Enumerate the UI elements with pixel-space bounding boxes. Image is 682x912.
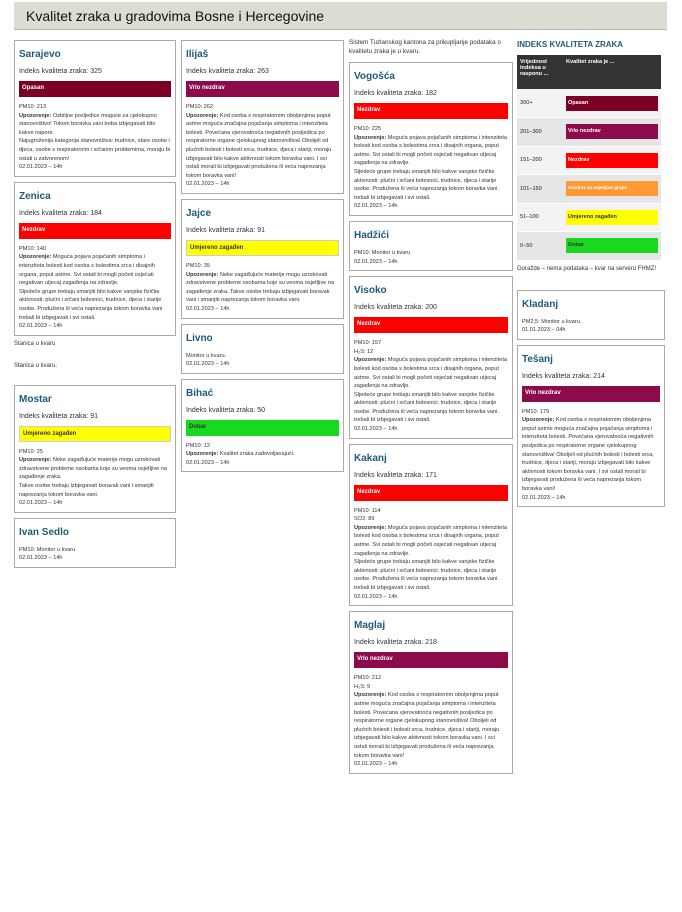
city-name-link[interactable]: Hadžići [354,229,390,241]
pollutant-value: PM2,5: Monitor u kvaru. [522,318,582,325]
warning-message: Moguća pojava pojačanih simptoma i intenziteta bolesti kod osoba s bolestima srca i disajnih organa, poput astme. Svi ostali bi mogli početi osjećati negativan utjecaj zagađenja na zdravlje. [354,357,507,390]
city-name-link[interactable]: Maglaj [354,620,386,632]
pollutant-value: PM10: 225 [354,126,382,132]
legend-cell [563,89,661,118]
measurement-time: 02.01.2023 – 14h [522,494,566,501]
legend-row [517,232,661,261]
measurement-time: 02.01.2023 – 14h [186,361,230,368]
warning-text [19,253,171,287]
warning-label: Upozorenje: [354,524,387,531]
warning-extra: Takve osobe trebaju izbjegavati boravak vani i smanjiti naprezanja tokom boravka vani. [19,483,154,498]
pollutant-value: H₂S: 12 [354,348,374,355]
station-card [14,40,176,177]
status-badge: Nezdrav [354,103,508,119]
warning-label: Upozorenje: [354,134,387,141]
pollutant-value: PM10: 179 [522,408,550,415]
status-badge: Opasan [19,81,171,97]
station-card [181,379,344,473]
pollutant-value: PM10: 114 [354,507,381,514]
pollutant-value: SO2: 89 [354,516,375,523]
station-details [19,448,171,508]
page-header [14,2,667,30]
pollutant-value: PM10: 212 [354,675,382,682]
warning-label: Upozorenje: [186,112,219,119]
warning-message: Kod osoba s respiratornim oboljenjima poput astme moguća značajna pojačanja simptoma i intenziteta bolesti. Povećana vjerovatnoća negativnih posljedica po respiratorne organe cjelokupnog stanovništva! Oboljeli od plućnih bolesti i bolesti srca, trudnice, djeca i stariji, moraju izbjegavati bilo kakve aktivnosti tokom boravka vani. I svi ostali morali bi izbjegavati produžena ili veća naprezanja tokom boravka vani! [354,692,500,759]
station-card [517,290,665,340]
city-name-link[interactable]: Zenica [19,190,51,202]
station-details [522,318,660,335]
tuzla-system-note: Sistem Tuzlanskog kantona za prikupljanje podataka o kvalitetu zraka je u kvaru. [349,39,501,55]
legend-cell [563,232,661,261]
status-badge: Vrlo nezdrav [354,652,508,668]
column-4 [517,40,665,512]
status-badge: Umjereno zagađen [19,426,171,442]
warning-message: Kod osoba s respiratornim oboljenjima poput astme moguća značajna pojačanja simptoma i intenziteta bolesti. Povećana vjerovatnoća negativnih posljedica po respiratorne organe cjelokupnog stanovništva! Oboljeli od plućnih bolesti i bolesti srca, trudnice, djeca i stariji, moraju izbjegavati bilo kakve aktivnosti tokom boravka vani. I svi ostali morali bi izbjegavati produžena ili veća naprezanja tokom boravka vani! [522,417,654,493]
page-title: Kvalitet zraka u gradovima Bosne i Hercegovine [26,8,325,24]
pollutant-value: PM10: 140 [19,245,47,252]
warning-message: Moguća pojava pojačanih simptoma i intenziteta bolesti kod osoba s bolestima srca i disajnih organa, poput astme. Svi ostali bi mogli početi osjećati negativan utjecaj zagađenja na zdravlje. [19,254,155,287]
pollutant-value: PM10: Monitor u kvaru [19,546,76,553]
column-1 [14,40,176,573]
warning-label: Upozorenje: [522,417,555,424]
aqi-index: Indeks kvaliteta zraka: 184 [19,209,102,217]
legend-range: 51–100 [517,203,563,232]
warning-extra: Sljedeće grupe trebaju smanjiti bilo kakve vanjske fizičke aktivnosti: plućni i srčani bolesnici, trudnice, djeca i starije osobe. Produžena ili veća naprezanja tokom boravka vani. trebali bi izbjegavati i svi ostali. [354,168,499,201]
legend-range: 0–50 [517,232,563,261]
station-details [354,674,508,769]
status-badge: Vrlo nezdrav [522,386,660,402]
city-name-link[interactable]: Bihać [186,387,214,399]
pollutant-value: PM10: 25 [19,448,43,455]
station-details [19,103,171,172]
station-details [19,546,171,563]
aqi-index: Indeks kvaliteta zraka: 200 [354,304,437,312]
legend-status-badge: Nezdrav za osjetljive grupe [566,181,658,196]
warning-text [522,416,660,493]
pollutant-value: PM10: 35 [186,262,210,269]
legend-range: 201–300 [517,118,563,147]
aqi-index: Indeks kvaliteta zraka: 171 [354,471,437,479]
station-note: Stanica u kvaru. [14,362,58,369]
measurement-time: 02.01.2023 – 14h [186,181,230,188]
legend-header-range: Vrijednost indeksa u rasponu ... [517,55,563,89]
aqi-index: Indeks kvaliteta zraka: 182 [354,90,437,97]
city-name-link[interactable]: Mostar [19,393,52,405]
city-name-link[interactable]: Kladanj [522,298,559,310]
legend-title: INDEKS KVALITETA ZRAKA [517,40,624,49]
warning-text [354,691,508,760]
warning-label: Upozorenje: [186,451,219,458]
measurement-time: 02.01.2023 – 14h [354,761,398,768]
warning-message: Neke zagađujuće materije mogu uzrokovati zdravstvene probleme osobama koje su veoma osjetljive na zagađenje zraka. Takve osobe trebaju izbjegavati boravak vani i smanjiti naprezanja tokom boravka vani. [186,271,335,304]
warning-extra: Sljedeće grupe trebaju smanjiti bilo kakve vanjske fizičke aktivnosti: plućni i srčani bolesnici, trudnice, djeca i starije osobe. Produžena ili veća naprezanja tokom boravka vani trebali bi izbjegavati i svi ostali. [19,288,163,321]
warning-text [186,112,339,181]
legend-status-badge: Umjereno zagađen [566,210,658,225]
aqi-index: Indeks kvaliteta zraka: 325 [19,68,102,75]
station-details [186,103,339,189]
station-details [186,352,339,369]
warning-message: Ozbiljne posljedice moguće za cjelokupno stanovništvo! Tokom boravka vani treba izbjegavati bilo kakve napore. [19,112,157,136]
aqi-index: Indeks kvaliteta zraka: 91 [19,412,98,420]
status-badge: Nezdrav [354,317,508,333]
station-details [522,408,660,503]
legend-cell [563,175,661,204]
station-note: Stanica u kvaru [14,340,56,347]
pollutant-value: PM10: 213 [19,104,47,110]
city-name-link[interactable]: Sarajevo [19,49,61,60]
warning-label: Upozorenje: [354,692,387,699]
aqi-index: Indeks kvaliteta zraka: 91 [186,226,265,234]
warning-extra: Sljedeće grupe trebaju smanjiti bilo kakve vanjske fizičke aktivnosti: plućni i srčani bolesnici, trudnice, djeca i starije osobe. Produžena ili veća naprezanja tokom boravka vani. trebali bi izbjegavati i svi ostali. [354,559,499,591]
aqi-index: Indeks kvaliteta zraka: 263 [186,68,269,75]
status-badge: Umjereno zagađen [186,240,339,256]
legend-header-quality: Kvalitet zraka je ... [563,55,661,89]
aqi-index: Indeks kvaliteta zraka: 218 [354,639,437,647]
measurement-time: 02.01.2023 – 14h [186,459,230,466]
city-name-link[interactable]: Jajce [186,207,212,219]
aqi-index: Indeks kvaliteta zraka: 50 [186,406,265,414]
pollutant-value: PM10: Monitor u kvaru [354,249,411,256]
pollutant-value: PM10: 262 [186,104,214,110]
warning-text [186,271,339,305]
measurement-time: 02.01.2023 – 14h [354,258,398,265]
station-card [349,221,513,271]
city-name-link[interactable]: Tešanj [522,353,553,365]
measurement-time: 02.01.2023 – 14h [19,323,63,330]
city-name-link[interactable]: Vogošća [354,71,395,82]
legend-cell [563,146,661,175]
station-details [354,507,508,602]
measurement-time: 01.01.2023 – 04h [522,327,566,334]
measurement-time: 02.01.2023 – 14h [19,164,63,171]
warning-text [354,524,508,558]
warning-extra: Sljedeće grupe trebaju smanjiti bilo kakve vanjske fizičke aktivnosti: plućni i srčani bolesnici, trudnice, djeca i starije osobe. Produžena ili veća naprezanja tokom boravka vani. trebali bi izbjegavati i svi ostali. [354,391,499,424]
station-card [14,518,176,568]
station-card [14,385,176,513]
warning-text [19,112,171,138]
pollutant-value: PM10: 157 [354,340,382,347]
station-details [186,262,339,314]
warning-text [354,356,508,390]
legend-range: 300+ [517,89,563,118]
station-card [349,611,513,774]
gorazde-note: Goražde – nema podataka – kvar na serveru FHMZ! [517,265,657,272]
status-badge: Dobar [186,420,339,436]
warning-text [186,450,339,459]
pollutant-value: PM10: 12 [186,442,210,449]
legend-range: 101–150 [517,175,563,204]
measurement-time: 02.01.2023 – 14h [354,593,398,600]
station-details [354,125,508,211]
measurement-time: 02.01.2023 – 14h [186,305,230,312]
station-details [19,245,171,331]
station-card [517,345,665,508]
legend-status-badge: Opasan [566,96,658,111]
station-card [14,182,176,336]
legend-row [517,89,661,118]
warning-label: Upozorenje: [19,254,52,261]
warning-label: Upozorenje: [354,357,387,364]
city-name-link[interactable]: Ilijaš [186,49,209,60]
station-details [354,249,508,266]
station-card [181,40,344,194]
station-card [349,444,513,607]
measurement-time: 02.01.2023 – 14h [354,203,398,210]
legend-row [517,203,661,232]
measurement-time: 02.01.2023 – 14h [19,500,63,507]
legend-row [517,175,661,204]
warning-message: Kvalitet zraka zadovoljavajući. [219,451,295,458]
warning-message: Neke zagađujuće materije mogu uzrokovati zdravstvene probleme osobama koje su veoma osjetljive na zagađenje zraka. [19,457,168,481]
legend-cell [563,203,661,232]
station-card [181,199,344,319]
legend-status-badge: Nezdrav [566,153,658,168]
status-badge: Nezdrav [354,485,508,501]
status-badge: Nezdrav [19,223,171,239]
measurement-time: 02.01.2023 – 14h [354,426,398,433]
warning-text [19,456,171,482]
warning-extra: Najugroženija kategorija stanovništva: trudnice, stare osobe i djeca, osobe s respiratornim i srčanim problemima, moraju bi ostati u zatvorenom! [19,138,171,162]
legend-row [517,118,661,147]
warning-message: Moguća pojava pojačanih simptoma i intenziteta bolesti kod osoba s bolestima srca i disajnih organa, poput astme. Svi ostali bi mogli početi osjećati negativan utjecaj zagađenja na zdravlje. [354,134,507,167]
warning-message: Moguća pojava pojačanih simptoma i intenziteta bolesti kod osoba s bolestima srca i disajnih organa, poput astme. Svi ostali bi mogli početi osjećati negativan utjecaj zagađenja na zdravlje. [354,524,507,557]
city-name-link[interactable]: Visoko [354,285,387,297]
station-card [181,324,344,374]
city-name-link[interactable]: Kakanj [354,452,387,464]
legend-row [517,146,661,175]
aqi-legend-table [517,55,661,261]
measurement-time: 02.01.2023 – 14h [19,555,63,562]
warning-message: Kod osoba s respiratornim oboljenjima poput astme moguća značajna pojačanja simptoma i intenziteta bolesti. Povećana vjerovatnoća negativnih posljedica po respiratorne organe cjelokupnog stanovništva! Oboljeli od plućnih bolesti i bolesti srca, trudnice, djeca i stariji, moraju izbjegavati bilo kakve aktivnosti tokom boravka vani. I svi ostali morali bi izbjegavati produžena ili veća naprezanja tokom boravka vani! [186,112,332,179]
station-details [186,442,339,468]
pollutant-value: H₂S: 9 [354,683,371,690]
status-badge: Vrlo nezdrav [186,81,339,97]
legend-status-badge: Dobar [566,238,658,253]
warning-label: Upozorenje: [19,457,52,464]
legend-range: 151–200 [517,146,563,175]
station-card [349,62,513,216]
aqi-index: Indeks kvaliteta zraka: 214 [522,372,605,380]
warning-text [354,134,508,168]
city-name-link[interactable]: Ivan Sedlo [19,526,70,538]
station-card [349,276,513,439]
warning-label: Upozorenje: [19,112,52,119]
pollutant-value: Monitor u kvaru. [186,352,227,359]
city-name-link[interactable]: Livno [186,332,213,344]
station-details [354,339,508,434]
legend-status-badge: Vrlo nezdrav [566,124,658,139]
warning-label: Upozorenje: [186,271,219,278]
column-2 [181,40,344,477]
legend-cell [563,118,661,147]
column-3 [349,40,513,779]
